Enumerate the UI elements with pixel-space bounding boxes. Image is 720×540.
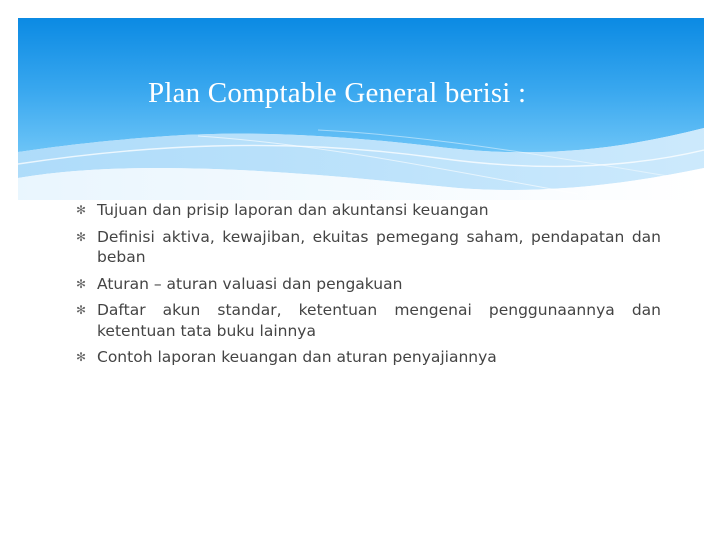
bullet-item <box>76 347 661 368</box>
bullet-item <box>76 200 661 221</box>
title-banner <box>18 18 704 200</box>
slide-title: Plan Comptable General berisi : <box>148 77 527 109</box>
bullet-text: Definisi aktiva, kewajiban, ekuitas pemegang saham, pendapatan dan beban <box>97 227 661 266</box>
bullet-item <box>76 274 661 295</box>
asterisk-icon: ✻ <box>76 276 87 291</box>
bullet-item <box>76 227 661 268</box>
bullet-list <box>76 200 661 374</box>
bullet-text: Contoh laporan keuangan dan aturan penyajiannya <box>97 348 497 366</box>
bullet-item <box>76 300 661 341</box>
bullet-text: Aturan – aturan valuasi dan pengakuan <box>97 274 403 293</box>
asterisk-icon: ✻ <box>76 229 87 244</box>
asterisk-icon: ✻ <box>76 350 87 364</box>
bullet-text: Tujuan dan prisip laporan dan akuntansi keuangan <box>97 201 489 219</box>
asterisk-icon: ✻ <box>76 303 87 317</box>
asterisk-icon: ✻ <box>76 203 87 217</box>
bullet-text: Daftar akun standar, ketentuan mengenai penggunaannya dan ketentuan tata buku lainnya <box>97 301 661 340</box>
